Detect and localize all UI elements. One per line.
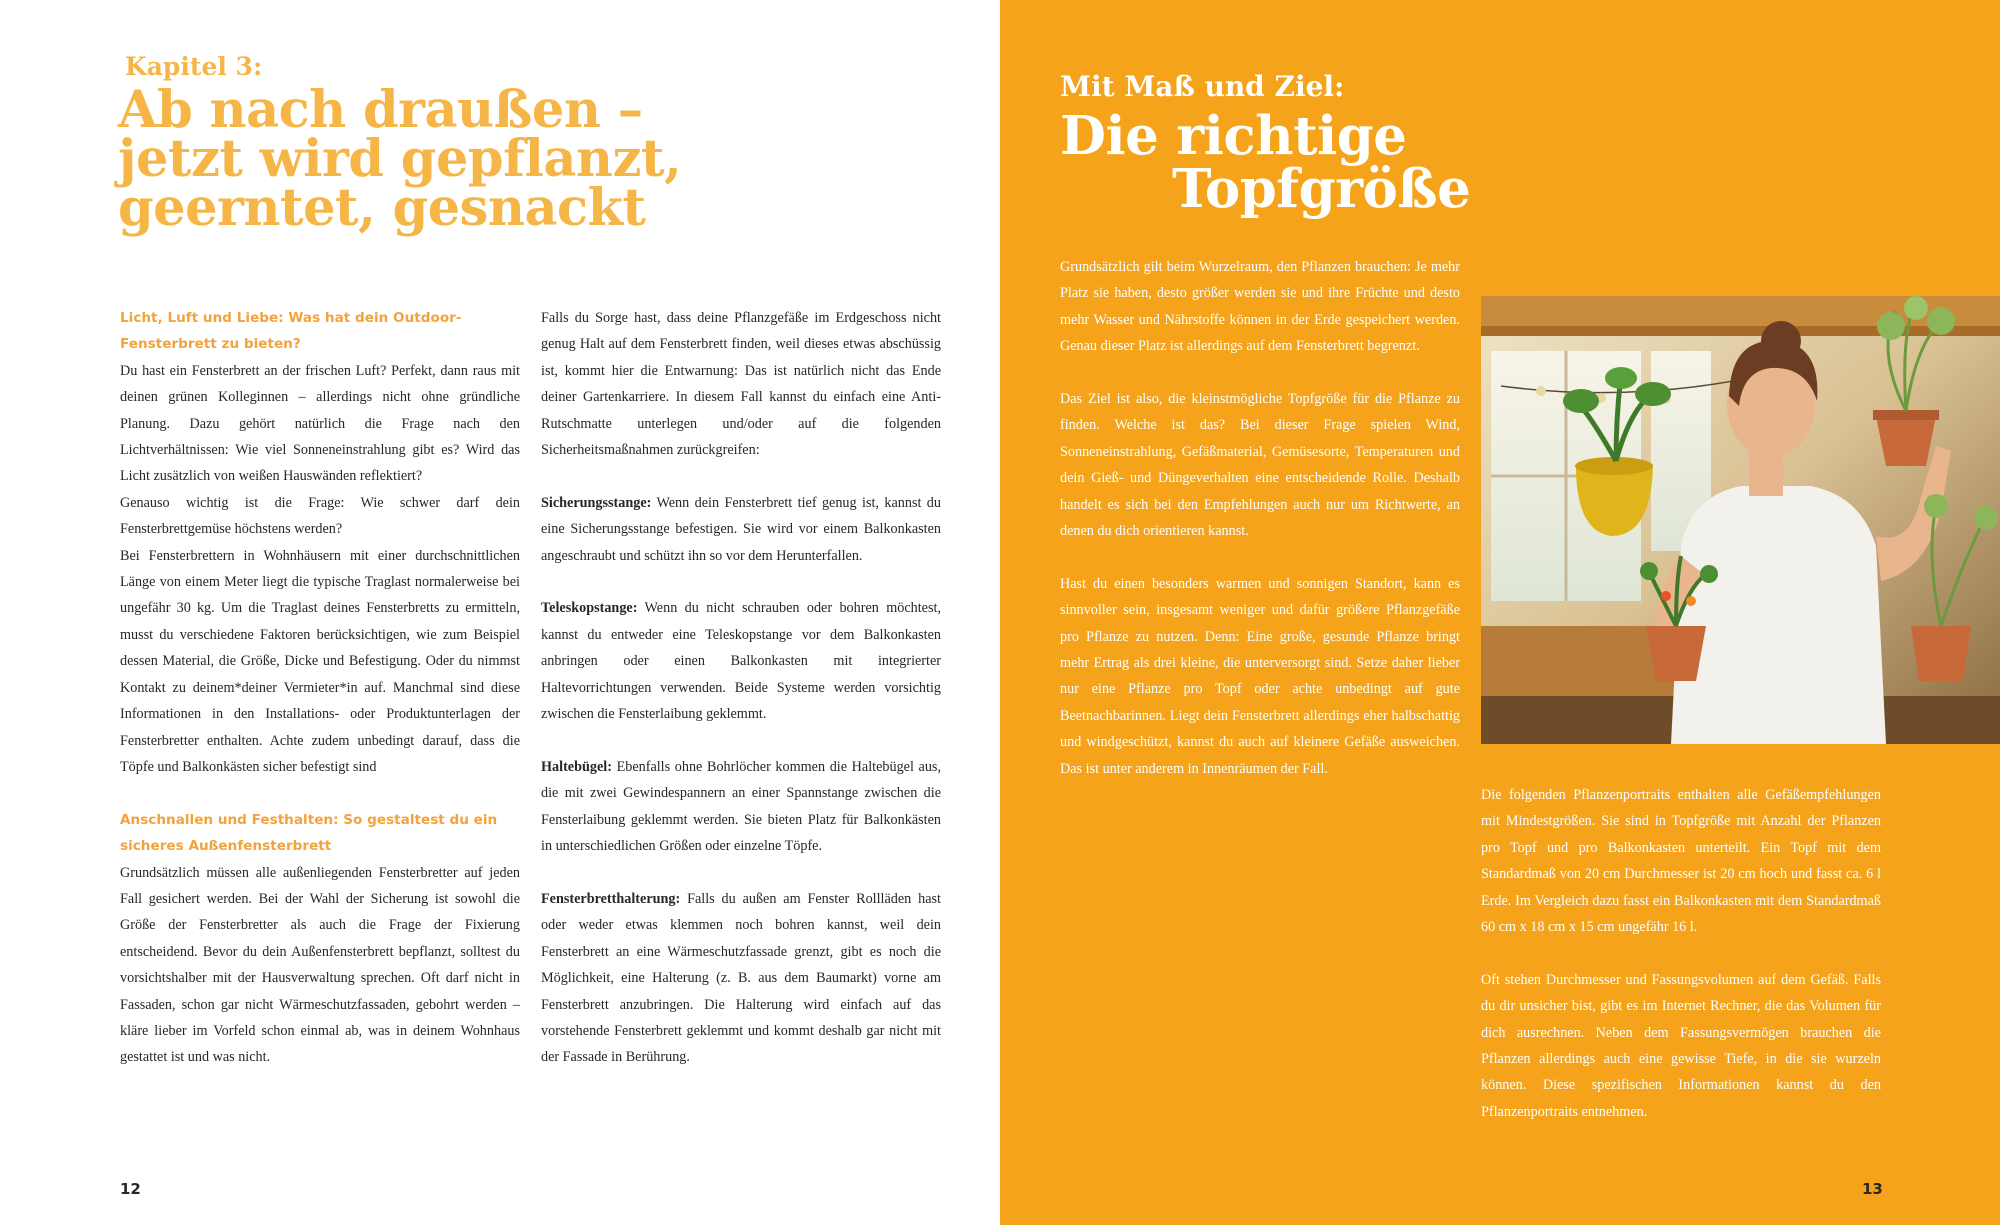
body-paragraph: Falls du Sorge hast, dass deine Pflanzgefäße im Erdgeschoss nicht genug Halt auf dem Fensterbrett finden, weil dieses etwas abschüssig ist, kommt hier die Entwarnung: Das ist natürlich nicht das Ende deiner Gartenkarriere. In diesem Fall kannst du einfach eine Anti-Rutschmatte unterlegen und/oder auf die folgenden Sicherheitsmaßnahmen zurückgreifen: xyxy=(541,310,941,459)
body-paragraph: Du hast ein Fensterbrett an der frischen Luft? Perfekt, dann raus mit deinen grünen Kolleginnen – allerdings nicht ohne gründliche Planung. Dazu gehört natürlich die Frage nach den Lichtverhältnissen: Wie viel Sonneneinstrahlung gibt es? Wird das Licht zusätzlich von weißen Hauswänden reflektiert? xyxy=(120,362,520,485)
left-column-2 xyxy=(541,305,941,1071)
body-paragraph: Genauso wichtig ist die Frage: Wie schwer darf dein Fensterbrettgemüse höchstens werden? xyxy=(120,494,520,538)
chapter-title-line: jetzt wird gepflanzt, xyxy=(118,129,682,189)
definition-sicherungsstange xyxy=(541,490,941,569)
section-title-line: Topfgröße xyxy=(1172,158,1471,220)
definition-fensterbretthalterung xyxy=(541,886,941,1071)
body-paragraph: Grundsätzlich gilt beim Wurzelraum, den Pflanzen brauchen: Je mehr Platz sie haben, desto größer werden sie und ihre Früchte und desto mehr Wasser und Nährstoffe können in der Erde gespeichert werden. Genau dieser Platz ist allerdings auf dem Fensterbrett begrenzt. xyxy=(1060,259,1460,355)
subhead-safety: Anschnallen und Festhalten: So gestaltest du ein sicheres Außenfensterbrett xyxy=(120,811,498,855)
body-paragraph: Bei Fensterbrettern in Wohnhäusern mit einer durchschnittlichen Länge von einem Meter liegt die typische Traglast normalerweise bei ungefähr 30 kg. Um die Traglast deines Fensterbretts zu ermitteln, musst du verschiedene Faktoren berücksichtigen, wie zum Beispiel dessen Material, die Größe, Dicke und Befestigung. Oder du nimmst Kontakt zu deinem*deiner Vermieter*in auf. Manchmal sind diese Informationen in den Installations- oder Produktunterlagen der Fensterbretter enthalten. Achte zudem unbedingt darauf, dass die Töpfe und Balkonkästen sicher befestigt sind xyxy=(120,547,520,775)
term: Fensterbretthalterung: xyxy=(541,890,681,907)
page-number-right: 13 xyxy=(1862,1180,1883,1198)
term-text: Wenn dein Fensterbrett tief genug ist, kannst du eine Sicherungsstange befestigen. Sie wird vor einem Balkonkasten angeschraubt und schützt ihn so vor dem Herunterfallen. xyxy=(541,494,941,564)
page-number-left: 12 xyxy=(120,1180,141,1198)
term: Haltebügel: xyxy=(541,758,612,775)
chapter-title-line: geerntet, gesnackt xyxy=(118,178,646,238)
right-column-2 xyxy=(1481,782,1881,1125)
chapter-kicker: Kapitel 3: xyxy=(125,52,263,81)
term-text: Wenn du nicht schrauben oder bohren möchtest, kannst du entweder eine Teleskopstange vor dem Balkonkasten anbringen oder einen Balkonkasten mit integrierter Haltevorrichtungen verwenden. Beide Systeme werden vorsichtig zwischen die Fensterlaibung geklemmt. xyxy=(541,600,941,723)
chapter-title-line: Ab nach draußen – xyxy=(118,80,643,140)
right-column-1 xyxy=(1060,254,1460,782)
definition-haltebuegel xyxy=(541,754,941,860)
body-paragraph: Oft stehen Durchmesser und Fassungsvolumen auf dem Gefäß. Falls du dir unsicher bist, gibt es im Internet Rechner, die das Volumen für dich ausrechnen. Neben dem Fassungsvermögen brauchen die Pflanzen allerdings auch eine gewisse Tiefe, in die sie wurzeln können. Diese spezifischen Informationen kannst du den Pflanzenportraits entnehmen. xyxy=(1481,971,1881,1120)
term-text: Falls du außen am Fenster Rollläden hast oder weder etwas klemmen noch bohren kannst, weil dein Fensterbrett an eine Wärmeschutzfassade grenzt, gibt es noch die Möglichkeit, eine Halterung (z. B. aus dem Baumarkt) vorne am Fensterbrett anzubringen. Die Halterung wird einfach auf das vorstehende Fensterbrett geklemmt und kommt deshalb gar nicht mit der Fassade in Berührung. xyxy=(541,890,941,1066)
section-kicker: Mit Maß und Ziel: xyxy=(1060,70,1345,103)
body-paragraph: Die folgenden Pflanzenportraits enthalten alle Gefäßempfehlungen mit Mindestgrößen. Sie sind in Topfgröße mit Anzahl der Pflanzen pro Topf und pro Balkonkasten unterteilt. Ein Topf mit dem Standardmaß von 20 cm Durchmesser ist 20 cm hoch und fasst ca. 6 l Erde. Im Vergleich dazu fasst ein Balkonkasten mit dem Standardmaß 60 cm x 18 cm x 15 cm ungefähr 16 l. xyxy=(1481,787,1881,936)
term: Sicherungsstange: xyxy=(541,494,652,511)
body-paragraph: Grundsätzlich müssen alle außenliegenden Fensterbretter auf jeden Fall gesichert werden. Bei der Wahl der Sicherung ist sowohl die Größe der Fensterbretter als auch die Frage der Fixierung entscheidend. Bevor du dein Außenfensterbrett bepflanzt, solltest du vorsichtshalber mit der Hausverwaltung sprechen. Oft darf nicht in Fassaden, schon gar nicht Wärmeschutzfassaden, gebohrt werden – kläre lieber im Vorfeld schon einmal ab, was in deinem Wohnhaus gestattet ist und was nicht. xyxy=(120,864,520,1066)
section-title xyxy=(1060,105,1471,220)
definition-teleskopstange xyxy=(541,595,941,727)
body-paragraph: Das Ziel ist also, die kleinstmögliche Topfgröße für die Pflanze zu finden. Welche ist das? Bei dieser Frage spielen Wind, Sonneneinstrahlung, Gefäßmaterial, Gemüsesorte, Temperaturen und dein Gieß- und Düngeverhalten eine entscheidende Rolle. Deshalb handelt es sich bei den Empfehlungen auch nur um Richtwerte, an denen du dich orientieren kannst. xyxy=(1060,391,1460,540)
woman-smelling-potted-plant-photo xyxy=(1481,296,2000,744)
section-title-line: Die richtige xyxy=(1060,105,1407,167)
chapter-title xyxy=(118,80,682,238)
term-text: Ebenfalls ohne Bohrlöcher kommen die Haltebügel aus, die mit zwei Gewindespannern an einer Spannstange zwischen die Fensterlaibung geklemmt werden. Sie bieten Platz für Balkonkästen in unterschiedlichen Größen oder einzelne Töpfe. xyxy=(541,758,941,855)
body-paragraph: Hast du einen besonders warmen und sonnigen Standort, kann es sinnvoller sein, insgesamt weniger und dafür größere Pflanzgefäße pro Pflanze zu nutzen. Denn: Eine große, gesunde Pflanze bringt mehr Ertrag als drei kleine, die unterversorgt sind. Setze daher lieber nur eine Pflanze pro Topf oder achte unbedingt auf gute Beetnachbarinnen. Liegt dein Fensterbrett allerdings eher halbschattig und windgeschützt, kannst du auch auf kleinere Gefäße ausweichen. Das ist unter anderem in Innenräumen der Fall. xyxy=(1060,575,1460,777)
left-column-1 xyxy=(120,305,520,1071)
term: Teleskopstange: xyxy=(541,600,638,617)
subhead-light-air-love: Licht, Luft und Liebe: Was hat dein Outdoor-Fensterbrett zu bieten? xyxy=(120,310,462,353)
